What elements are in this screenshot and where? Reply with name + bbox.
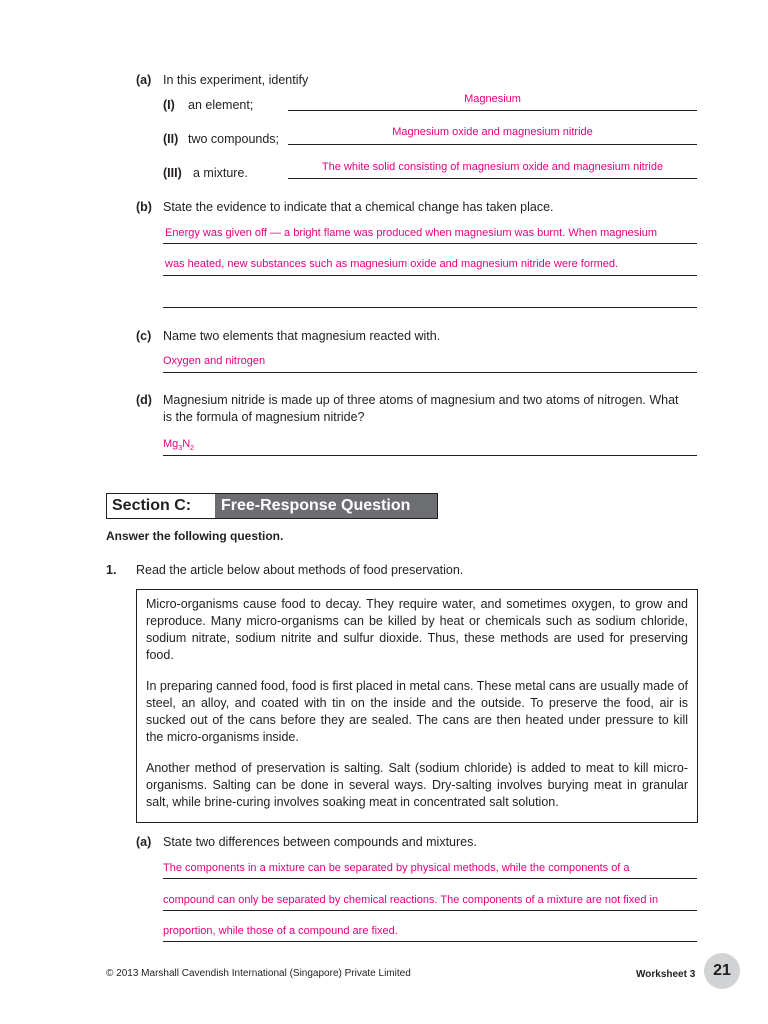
part-d-question-line-2: is the formula of magnesium nitride? xyxy=(163,410,365,424)
answer-line xyxy=(288,178,697,179)
part-b-label: (b) xyxy=(136,200,152,214)
part-b-answer-line-1: Energy was given off — a bright flame was produced when magnesium was burnt. When magnesium xyxy=(165,227,657,239)
article-paragraph-2: In preparing canned food, food is first placed in metal cans. These metal cans are usually made of steel, an alloy, and coated with tin on the inside and the outside. To preserve the food, air is sucked out of the cans before they are sealed. The cans are then heated under pressure to kill the micro-organisms inside. xyxy=(146,679,688,744)
answer-line xyxy=(163,910,697,911)
part-d-answer-formula: $Mg_3N_2$ xyxy=(163,438,195,453)
q1-part-a-question: State two differences between compounds and mixtures. xyxy=(163,835,477,849)
part-c-label: (c) xyxy=(136,329,152,343)
part-c-question: Name two elements that magnesium reacted with. xyxy=(163,329,441,343)
page-number: 21 xyxy=(704,953,740,989)
section-c-title: Section C: xyxy=(112,497,192,514)
section-c-subtitle: Free-Response Question xyxy=(215,494,437,518)
part-d-question-line-1: Magnesium nitride is made up of three atoms of magnesium and two atoms of nitrogen. What xyxy=(163,393,679,407)
item-iii-answer: The white solid consisting of magnesium oxide and magnesium nitride xyxy=(321,161,664,173)
footer-worksheet: Worksheet 3 xyxy=(636,969,696,980)
answer-line xyxy=(163,307,697,308)
part-c-answer: Oxygen and nitrogen xyxy=(163,355,266,367)
answer-line xyxy=(163,878,697,879)
item-iii-number: (III) xyxy=(163,166,182,180)
section-instruction: Answer the following question. xyxy=(106,529,284,543)
answer-line xyxy=(163,941,697,942)
q1-part-a-answer-line-1: The components in a mixture can be separated by physical methods, while the components of a xyxy=(163,862,630,874)
part-b-question: State the evidence to indicate that a chemical change has taken place. xyxy=(163,200,554,214)
article-paragraph-1: Micro-organisms cause food to decay. They require water, and sometimes oxygen, to grow and reproduce. Many micro-organisms can be killed by heat or chemicals such as sodium chloride, sodium nitrate, sodium nitrite and sulfur dioxide. Thus, these methods are used for preserving food. xyxy=(146,597,688,662)
answer-line xyxy=(163,243,697,244)
part-b-answer-line-2: was heated, new substances such as magnesium oxide and magnesium nitride were formed. xyxy=(165,258,619,270)
answer-line xyxy=(163,372,697,373)
q1-part-a-answer-line-3: proportion, while those of a compound are fixed. xyxy=(163,925,398,937)
answer-line xyxy=(288,144,697,145)
answer-line xyxy=(163,275,697,276)
answer-line xyxy=(288,110,697,111)
section-c-header xyxy=(106,493,438,519)
q1-part-a-answer-line-2: compound can only be separated by chemical reactions. The components of a mixture are not fixed in xyxy=(163,894,659,906)
part-a-question: In this experiment, identify xyxy=(163,73,309,87)
article-box xyxy=(136,589,698,823)
item-ii-number: (II) xyxy=(163,132,179,146)
q1-part-a-label: (a) xyxy=(136,835,152,849)
item-i-answer: Magnesium xyxy=(464,93,521,105)
part-a-label: (a) xyxy=(136,73,152,87)
item-i-number: (I) xyxy=(163,98,175,112)
item-ii-text: two compounds; xyxy=(188,132,280,146)
footer-copyright: © 2013 Marshall Cavendish International (Singapore) Private Limited xyxy=(106,968,411,979)
item-ii-answer: Magnesium oxide and magnesium nitride xyxy=(392,126,593,138)
article-paragraph-3: Another method of preservation is salting. Salt (sodium chloride) is added to meat to kill micro-organisms. Salting can be done in several ways. Dry-salting involves burying meat in granular salt, while brine-curing involves soaking meat in concentrated salt solution. xyxy=(146,761,688,809)
item-iii-text: a mixture. xyxy=(193,166,248,180)
question-1-text: Read the article below about methods of food preservation. xyxy=(136,563,464,577)
part-d-label: (d) xyxy=(136,393,152,407)
item-i-text: an element; xyxy=(188,98,254,112)
answer-line xyxy=(163,455,697,456)
question-1-number: 1. xyxy=(106,563,117,577)
